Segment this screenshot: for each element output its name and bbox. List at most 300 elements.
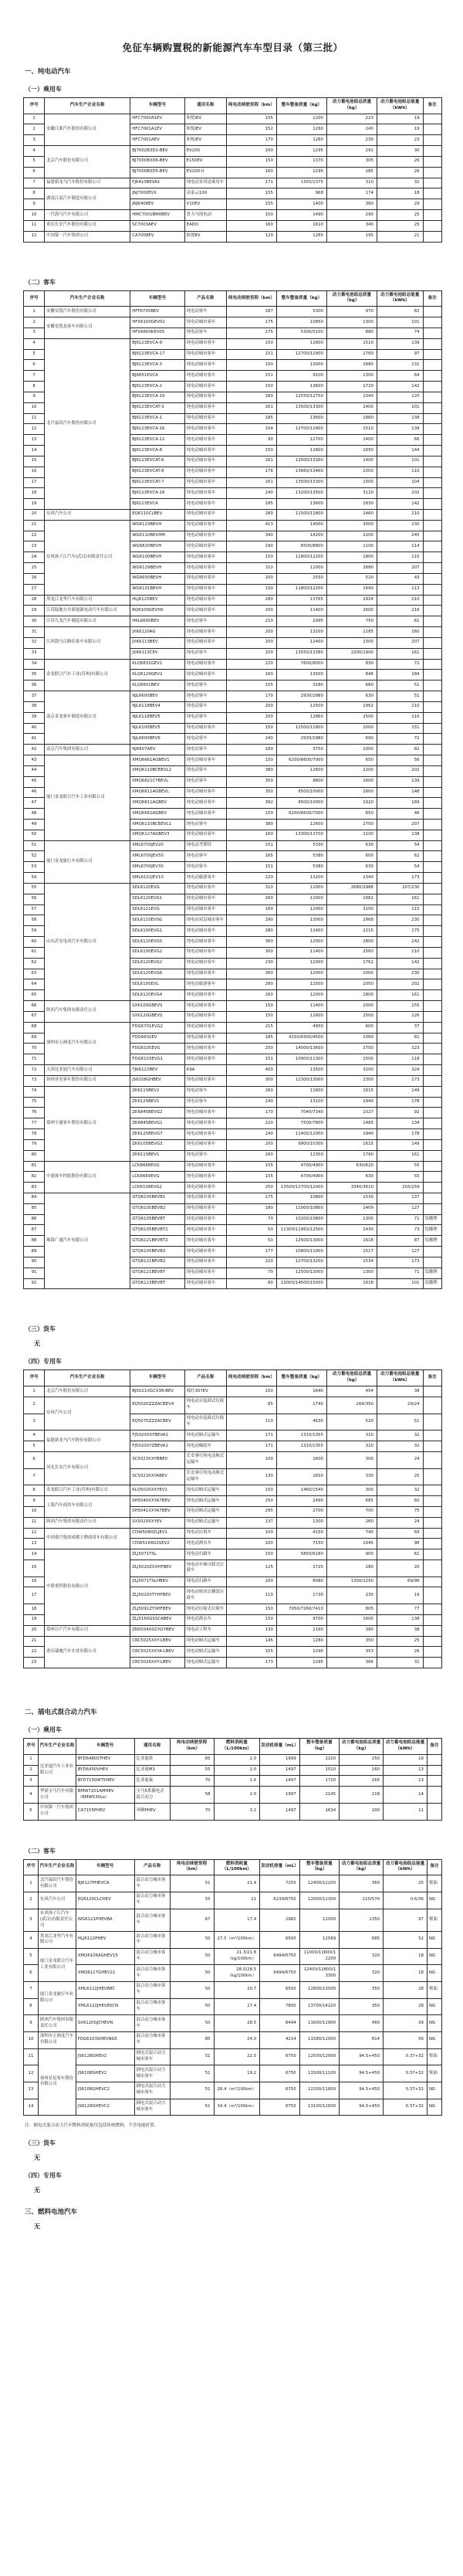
table-cell: 柴油 <box>427 2048 441 2065</box>
company-cell: 江西凯马百路佳客车有限公司 <box>45 627 130 659</box>
table-cell: 34 <box>24 659 45 670</box>
table-cell: 64 <box>377 371 423 382</box>
table-cell: 13600 <box>276 499 326 510</box>
table-cell: 101 <box>377 1278 423 1289</box>
table-cell: 175 <box>226 1193 276 1203</box>
table-row <box>24 616 442 627</box>
table-cell: 101 <box>377 402 423 413</box>
table-header-row <box>24 290 442 307</box>
table-cell <box>423 1485 441 1496</box>
table-cell: 58 <box>24 915 45 926</box>
column-header: 通用名称 <box>184 98 226 114</box>
table-cell: 纯电动考斯特 <box>184 840 226 851</box>
table-cell: 160 <box>377 627 423 638</box>
table-cell: GTQ6121BEVBT <box>130 1268 184 1278</box>
table-cell: 173 <box>377 1257 423 1268</box>
table-cell: 220 <box>226 659 276 670</box>
table-cell: 普力马纯电动 <box>184 210 226 221</box>
table-cell: 2924 <box>326 595 377 606</box>
table-cell: SC5023XXYBBEV <box>130 1451 184 1468</box>
table-cell <box>423 1528 441 1539</box>
table-cell: 210 <box>377 595 423 606</box>
table-cell: 1409 <box>326 1203 377 1214</box>
table-cell: 18 <box>24 1604 45 1615</box>
table-cell: 2000 <box>326 723 377 734</box>
table-cell: 280 <box>326 1560 377 1577</box>
table-cell: 176 <box>226 467 276 477</box>
table-cell <box>423 1441 441 1452</box>
table-cell: 4950 <box>276 1022 326 1033</box>
table-cell: 纯电动城市客车 <box>184 563 226 574</box>
table-cell: SDL6120EVG6 <box>130 969 184 979</box>
table-cell: 1997 <box>260 1787 299 1804</box>
table-cell: 纯电动垃圾车 <box>184 1528 226 1539</box>
table-cell: 2 <box>24 1892 39 1909</box>
table-cell: 34.4（m³/100km） <box>214 2099 260 2116</box>
table-cell: 55 <box>377 1161 423 1172</box>
table-cell: 2600 <box>326 606 377 616</box>
table-cell: 18 <box>384 1965 428 1982</box>
table-cell: NJL6100BEV5 <box>130 723 184 734</box>
table-cell: 2050 <box>326 979 377 990</box>
table-row <box>24 317 442 328</box>
table-cell: SDL6110EVSG <box>130 915 184 926</box>
column-header: 动力蓄电池组总能量（kWh） <box>377 1370 423 1386</box>
table-cell: TJK6122BEV <box>130 1065 184 1076</box>
table-cell: SDL6121EVG <box>130 904 184 915</box>
table-cell: 6750 <box>260 2099 299 2116</box>
table-cell: WG6110BEVHM <box>130 531 184 541</box>
table-cell: 14000/13600 <box>276 1044 326 1054</box>
phev-bus-table <box>23 1859 442 2116</box>
table-row <box>24 1485 442 1496</box>
company-cell: 福建新龙马汽车股份有限公司 <box>45 1431 130 1452</box>
table-cell: 200 <box>226 1576 276 1587</box>
table-row <box>24 1998 442 2015</box>
table-cell: 28.5 <box>214 2015 260 2032</box>
table-cell: 19 <box>24 499 45 510</box>
table-cell <box>423 958 441 969</box>
table-cell: 350 <box>340 1998 384 2015</box>
table-cell: 210 <box>377 509 423 520</box>
table-cell: BJ6123EVCA-19 <box>130 392 184 402</box>
company-cell: 比亚迪汽车工业有限公司 <box>38 1754 76 1786</box>
table-cell <box>423 563 441 574</box>
table-cell: 230 <box>326 135 377 146</box>
table-cell: 1300 <box>276 1517 326 1528</box>
table-cell <box>423 1203 441 1214</box>
column-header: 动力蓄电池组总能量（kWh） <box>384 1859 428 1875</box>
table-cell <box>423 1468 441 1485</box>
table-cell: 27.5（m³/100km） <box>214 1932 260 1949</box>
table-cell: 94.5+450 <box>340 2048 384 2065</box>
company-cell: 北京汽车股份有限公司 <box>45 1386 130 1397</box>
table-cell: 0.6/36 <box>384 1892 428 1909</box>
table-cell: 127 <box>377 1247 423 1257</box>
table-cell: XMQ6110BCBEVL1 <box>130 820 184 830</box>
company-cell: 河北长安汽车有限公司 <box>45 1451 130 1485</box>
table-cell: 2930/2980 <box>276 734 326 745</box>
table-cell: 1800 <box>326 990 377 1001</box>
table-cell: 30 <box>377 146 423 157</box>
table-cell: 150 <box>226 1549 276 1560</box>
table-row <box>24 1948 442 1965</box>
table-cell: 520 <box>326 1414 377 1431</box>
table-cell: 纯电动城市客车 <box>184 1268 226 1278</box>
company-cell: 北汽福田汽车股份有限公司 <box>38 1875 76 1892</box>
table-cell: 968 <box>276 188 326 199</box>
table-cell: 1962 <box>326 701 377 712</box>
table-cell: 161 <box>377 1150 423 1161</box>
table-cell: 纯电动城市客车 <box>184 809 226 820</box>
table-cell: 32 <box>377 1431 423 1441</box>
table-cell: 9800 <box>276 776 326 787</box>
table-cell: 12500/12000 <box>299 2048 339 2065</box>
table-cell: 82 <box>377 745 423 755</box>
section-phev-heading: 二、插电式混合动力汽车 <box>25 1709 97 1717</box>
table-cell: 12000 <box>299 1909 339 1931</box>
table-cell: BJ6123EVCA-12 <box>130 435 184 446</box>
company-cell: 厦门金龙旅行车有限公司 <box>38 1981 76 2014</box>
table-cell: 3 <box>24 1909 39 1931</box>
table-cell <box>423 1022 441 1033</box>
table-cell: LCK6668EVG <box>130 1161 184 1172</box>
table-row <box>24 1528 442 1539</box>
table-cell <box>423 456 441 467</box>
table-cell: 纯电动城市客车 <box>184 670 226 680</box>
subsection-ev-passenger-heading: （一）乘用车 <box>25 86 62 93</box>
company-cell: 北汽福田汽车股份有限公司 <box>45 338 130 509</box>
table-cell: 12600 <box>276 1011 326 1022</box>
table-cell: 200 <box>340 1803 384 1820</box>
table-cell: 12600 <box>276 765 326 776</box>
table-cell: 2500 <box>326 1011 377 1022</box>
table-cell: 2215 <box>326 926 377 937</box>
table-cell: 50 <box>226 1236 276 1247</box>
table-cell: 纯电动城市客车 <box>184 382 226 392</box>
table-cell: 12000 <box>276 894 326 904</box>
table-cell: 48 <box>24 809 45 820</box>
table-cell: 86 <box>24 1214 45 1225</box>
column-header: 燃料消耗量（L/100km） <box>214 1739 260 1755</box>
table-cell: 纯电动客车 <box>184 701 226 712</box>
table-cell: 650 <box>326 755 377 766</box>
table-cell: XMQ6127GHEV22 <box>76 1965 134 1982</box>
table-cell: 300 <box>326 1485 377 1496</box>
company-cell: 中国第一汽车集团公司 <box>38 1803 76 1820</box>
table-cell: HMC7001BM0BEV <box>130 210 184 221</box>
table-cell <box>427 1754 441 1765</box>
table-cell: 纯电动城市客车 <box>184 990 226 1001</box>
table-cell: 155 <box>226 114 276 124</box>
table-cell: CRC5026XXY-LBEV <box>130 1658 184 1668</box>
table-cell: NG <box>427 1948 441 1965</box>
table-cell: JNJ6408EV <box>130 199 184 210</box>
table-cell: 11 <box>24 413 45 424</box>
table-cell: 纯电动城市客车 <box>184 830 226 840</box>
table-cell: 230 <box>377 520 423 531</box>
table-cell: 11400 <box>276 926 326 937</box>
company-cell: 东风扬子江汽车(武汉)有限责任公司 <box>45 520 130 595</box>
company-cell: 中国重汽集团成都王牌商用车有限公司 <box>45 1528 130 1549</box>
company-cell: 扬州亚星客车股份有限公司 <box>38 2048 76 2116</box>
table-cell: 13000/14500/15000 <box>276 1278 326 1289</box>
table-cell: 纯电动扫路车 <box>184 1549 226 1560</box>
table-cell: 73 <box>377 1225 423 1236</box>
table-cell: 2982 <box>260 1909 299 1931</box>
table-cell: 6200/6600/7000 <box>276 755 326 766</box>
table-cell <box>423 1161 441 1172</box>
table-cell: 21 <box>24 1636 45 1647</box>
table-cell: 850 <box>326 809 377 820</box>
table-cell: GTQ6105BEVB2 <box>130 1203 184 1214</box>
table-cell: 74 <box>24 1086 45 1097</box>
table-cell <box>423 734 441 745</box>
table-cell: 291 <box>326 146 377 157</box>
table-cell: 1400 <box>276 199 326 210</box>
table-cell: 5380 <box>276 851 326 862</box>
column-header: 汽车生产企业名称 <box>38 1739 76 1755</box>
column-header: 备注 <box>427 1739 441 1755</box>
table-cell: 250 <box>226 1183 276 1193</box>
table-cell: 660 <box>326 680 377 691</box>
table-cell: 11 <box>24 2048 39 2065</box>
table-cell: KLQ5020XXYEV1 <box>130 1485 184 1496</box>
table-cell: 13660/13460 <box>276 467 326 477</box>
table-cell: SDL6120EVG4 <box>130 990 184 1001</box>
table-cell <box>423 210 441 221</box>
table-cell: 26 <box>377 156 423 167</box>
table-cell: 54 <box>377 862 423 873</box>
table-cell: 纯电动客车 <box>184 1097 226 1108</box>
table-cell: 151 <box>226 862 276 873</box>
table-cell: 纯电动双层城市客车 <box>184 915 226 926</box>
table-cell: 1860 <box>326 413 377 424</box>
column-header: 纯电动续驶里程（km） <box>226 1370 276 1386</box>
table-row <box>24 1965 442 1982</box>
table-cell: 12000 <box>276 883 326 894</box>
table-cell: XML6700JEV50 <box>130 851 184 862</box>
table-cell: 180 <box>226 745 276 755</box>
table-cell: 200 <box>226 146 276 157</box>
table-cell: 100 <box>226 1539 276 1549</box>
table-cell: 混合动力城市客车 <box>134 1965 170 1982</box>
table-cell: LCK6669EVG <box>130 1172 184 1183</box>
table-cell <box>423 1172 441 1183</box>
subsection-ev-truck-heading: （三）货车 <box>25 1325 56 1333</box>
table-cell: 138 <box>377 413 423 424</box>
table-cell: JS6108GHEV2 <box>76 2065 134 2082</box>
table-cell: 12000 <box>276 904 326 915</box>
table-cell <box>423 573 441 584</box>
table-cell: 22 <box>24 531 45 541</box>
table-cell: 55 <box>24 883 45 894</box>
table-cell: 纯电动城市客车 <box>184 446 226 456</box>
table-cell <box>423 765 441 776</box>
table-cell: 3120 <box>326 488 377 499</box>
column-header: 整车整备质量（kg） <box>276 98 326 114</box>
table-cell: 7040/7340 <box>276 1108 326 1118</box>
table-cell: 纯电动压缩式垃圾车 <box>184 1604 226 1615</box>
table-cell: 55 <box>377 1172 423 1183</box>
table-cell <box>423 188 441 199</box>
table-cell: 75 <box>24 1097 45 1108</box>
table-cell: 155 <box>226 680 276 691</box>
table-cell: 1 <box>24 307 45 317</box>
table-cell: 7 <box>24 371 45 382</box>
table-cell: EQ6120CLCHEV <box>76 1892 134 1909</box>
table-cell: 11400 <box>276 1001 326 1012</box>
table-cell: 43 <box>377 573 423 584</box>
table-cell: 12000 <box>276 990 326 1001</box>
table-cell: 14200 <box>276 531 326 541</box>
table-cell: 150 <box>226 1604 276 1615</box>
table-cell: 16 <box>24 1576 45 1587</box>
column-header: 备注 <box>423 1370 441 1386</box>
table-cell: 纯电动城市客车 <box>184 413 226 424</box>
table-cell <box>423 1587 441 1604</box>
table-cell: JS6128GHEV2 <box>76 2048 134 2065</box>
table-cell: XML6102JEV10 <box>130 873 184 884</box>
table-cell: 19 <box>377 1587 423 1604</box>
table-cell: 26 <box>377 167 423 178</box>
table-cell: 13000 <box>276 360 326 371</box>
document-title: 免征车辆购置税的新能源汽车车型目录（第三批） <box>122 42 343 53</box>
table-row <box>24 1787 442 1804</box>
table-cell: 纯电动客车 <box>184 328 226 338</box>
table-cell: 2995 <box>276 616 326 627</box>
table-cell: 56 <box>24 894 45 904</box>
table-cell <box>423 135 441 146</box>
table-cell: 12500/13000 <box>276 1236 326 1247</box>
company-cell: 厦门金龙旅行车有限公司 <box>45 840 130 883</box>
table-cell: 360 <box>226 969 276 979</box>
table-cell <box>423 371 441 382</box>
table-cell: 纯电动自装卸式垃圾车 <box>184 1414 226 1431</box>
table-row <box>24 1625 442 1636</box>
table-cell <box>423 167 441 178</box>
table-cell: 73 <box>24 1075 45 1086</box>
table-cell: BYD7150WT5HEV <box>76 1776 134 1787</box>
table-cell: 173 <box>377 873 423 884</box>
table-cell: WG6121PHEVBA <box>76 1909 134 1931</box>
table-cell: 240 <box>326 124 377 135</box>
table-cell: 5 <box>24 1948 39 1965</box>
table-cell: 14 <box>384 1787 428 1804</box>
table-cell <box>423 637 441 648</box>
table-cell: 970 <box>326 307 377 317</box>
table-cell: 3 <box>24 135 45 146</box>
table-cell: 94.5+450 <box>340 2099 384 2116</box>
ev-special-table <box>23 1369 442 1668</box>
table-cell <box>423 1549 441 1560</box>
table-cell <box>427 1803 441 1820</box>
table-cell: 60 <box>377 1496 423 1507</box>
table-cell: 74 <box>377 328 423 338</box>
table-cell: 柴油 <box>427 1909 441 1931</box>
table-cell: 101 <box>377 317 423 328</box>
table-cell: 纯电动城市客车 <box>184 573 226 584</box>
column-header: 动力蓄电池组总能量（kWh） <box>377 98 423 114</box>
table-cell: 6234/6750 <box>260 1892 299 1909</box>
table-cell: 6494/6750 <box>260 1965 299 1982</box>
table-cell: 4630 <box>276 1414 326 1431</box>
table-cell: 67 <box>170 1909 214 1931</box>
table-cell: 13500/13300 <box>276 477 326 488</box>
table-cell: 200 <box>226 648 276 659</box>
table-cell: V10EV <box>184 199 226 210</box>
table-cell: 比亚迪秦 <box>134 1776 170 1787</box>
table-cell: 柴油 <box>427 1875 441 1892</box>
table-cell: 10 <box>24 1506 45 1517</box>
table-cell: 50 <box>170 2015 214 2032</box>
table-cell: 纯电动城市客车 <box>184 947 226 958</box>
column-header: 序号 <box>24 98 45 114</box>
table-cell <box>423 1647 441 1658</box>
table-cell: K9A <box>184 1065 226 1076</box>
table-cell: 185 <box>226 499 276 510</box>
table-cell <box>423 1086 441 1097</box>
table-cell: 12400/12800/13300 <box>299 1965 339 1982</box>
table-cell: 250 <box>226 1044 276 1054</box>
table-cell: 11400 <box>276 947 326 958</box>
table-cell: 19.2 <box>214 2065 260 2082</box>
column-header: 车辆型号 <box>130 98 184 114</box>
table-cell: 630 <box>326 840 377 851</box>
table-cell: 纯电动城市客车 <box>184 787 226 798</box>
table-cell: 9100 <box>276 371 326 382</box>
table-cell: 32 <box>377 1441 423 1452</box>
table-cell: 51 <box>170 1875 214 1892</box>
company-cell: 天津比亚迪汽车有限公司 <box>45 1065 130 1076</box>
ev-truck-none: 无 <box>34 1340 40 1348</box>
table-cell: ZLJ5020XTYHFBEV <box>130 1587 184 1604</box>
table-cell: 50 <box>226 1225 276 1236</box>
table-cell: 纯电动城市客车 <box>184 1247 226 1257</box>
subsection-phev-bus-heading: （二）客车 <box>25 1847 56 1855</box>
table-cell: 310 <box>326 1441 377 1452</box>
table-cell: 137 <box>377 1193 423 1203</box>
table-cell: 138 <box>377 830 423 840</box>
table-cell: 110 <box>226 1414 276 1431</box>
table-cell: 173 <box>377 1075 423 1086</box>
table-cell: 150 <box>226 1614 276 1625</box>
table-cell: XMQ6110BCBEVL2 <box>130 765 184 776</box>
table-cell: BJ6123EVCAT-7 <box>130 477 184 488</box>
table-cell: 纯电动旅游客车 <box>184 873 226 884</box>
table-cell: KLQ6129GEV2 <box>130 670 184 680</box>
table-cell: 欧朗EV <box>184 231 226 242</box>
column-header: 动力蓄电池组总质量（kg） <box>340 1739 384 1755</box>
table-cell: 51 <box>170 2082 214 2099</box>
table-cell: 1300 <box>326 371 377 382</box>
table-cell: 42 <box>24 745 45 755</box>
table-cell: 62 <box>24 958 45 969</box>
table-cell: 149 <box>377 1139 423 1150</box>
table-cell: 3 <box>24 1414 45 1431</box>
table-cell: 69 <box>24 1033 45 1044</box>
table-cell: 7 <box>24 178 45 188</box>
table-cell: XML6122JHEV85CN <box>76 1998 134 2015</box>
table-cell: 38 <box>24 701 45 712</box>
table-row <box>24 2015 442 2032</box>
table-cell: 190 <box>226 541 276 552</box>
table-cell: 1 <box>24 1386 45 1397</box>
table-cell <box>423 616 441 627</box>
table-cell: 11300/11950/12500 <box>276 1225 326 1236</box>
table-cell: HFX6600KEV05 <box>130 328 184 338</box>
table-cell: 340 <box>326 220 377 231</box>
